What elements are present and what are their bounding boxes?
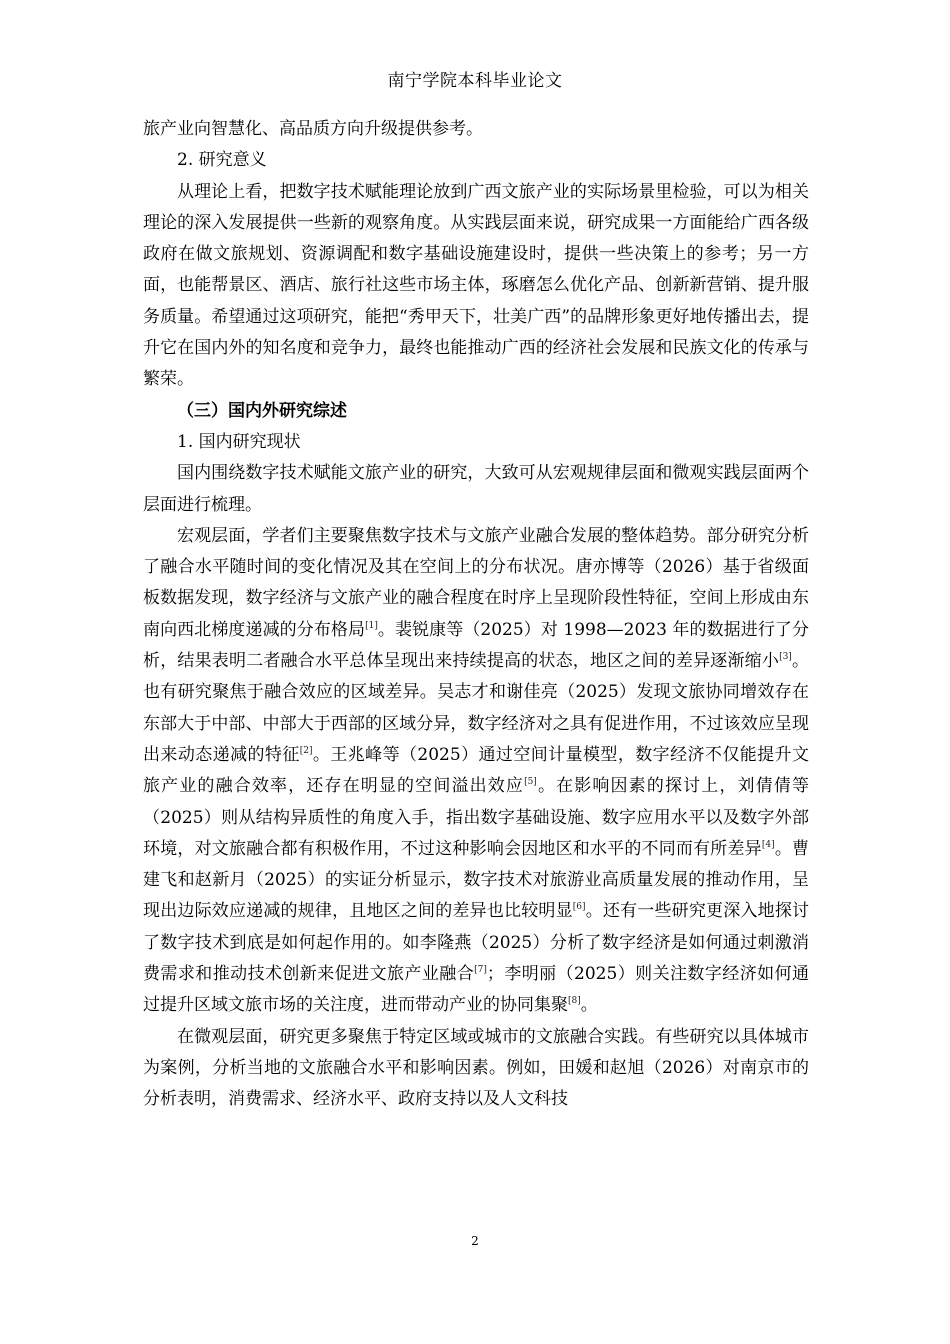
citation-ref: [4] — [761, 839, 775, 850]
subheading-research-significance: 2. 研究意义 — [177, 150, 267, 171]
citation-ref: [2] — [299, 745, 313, 756]
citation-ref: [3] — [779, 652, 792, 663]
page-header: 南宁学院本科毕业论文 — [387, 71, 563, 91]
citation-ref: [8] — [568, 996, 581, 1007]
paragraph-domestic-intro: 国内围绕数字技术赋能文旅产业的研究，大致可从宏观规律层面和微观实践层面两个层面进行梳理。 — [143, 463, 809, 515]
text-span: 。在影响因素的探讨上，刘倩倩等（2025）则从结构异质性的角度入手，指出数字基础设施、数字应用水平以及数字外部环境，对文旅融合都有积极作用，不过这种影响会因地区和水平的不同而有所差异 — [143, 776, 809, 859]
text-span: 宏观层面，学者们主要聚焦数字技术与文旅产业融合发展的整体趋势。部分研究分析了融合水平随时间的变化情况及其在空间上的分布状况。唐亦博等（2026）基于省级面板数据发现，数字经济与文旅产业的融合程度在时序上呈现阶段性特征，空间上形成由东南向西北梯度递减的分布格局 — [143, 525, 809, 640]
citation-ref: [5] — [524, 777, 537, 788]
text-span: ；李明丽（2025）则关注数字经济如何通过提升区域文旅市场的关注度，进而带动产业的协同集聚 — [143, 964, 810, 1016]
text-span: 。也有研究聚焦于融合效应的区域差异。吴志才和谢佳亮（2025）发现文旅协同增效存在东部大于中部、中部大于西部的区域分异，数字经济对之具有促进作用，不过该效应呈现出来动态递减的特征 — [143, 651, 810, 765]
section-heading-literature-review: （三）国内外研究综述 — [177, 400, 347, 421]
body-text — [143, 114, 809, 1116]
page-number: 2 — [471, 1234, 479, 1248]
paragraph-significance: 从理论上看，把数字技术赋能理论放到广西文旅产业的实际场景里检验，可以为相关理论的深入发展提供一些新的观察角度。从实践层面来说，研究成果一方面能给广西各级政府在做文旅规划、资源调配和数字基础设施建设时，提供一些决策上的参考；另一方面，也能帮景区、酒店、旅行社这些市场主体，琢磨怎么优化产品、创新新营销、提升服务质量。希望通过这项研究，能把“秀甲天下，壮美广西”的品牌形象更好地传播出去，提升它在国内外的知名度和竞争力，最终也能推动广西的经济社会发展和民族文化的传承与繁荣。 — [143, 181, 809, 390]
text-span: 。曹建飞和赵新月（2025）的实证分析显示，数字技术对旅游业高质量发展的推动作用，呈现出边际效应递减的规律，且地区之间的差异也比较明显 — [143, 838, 810, 922]
text-span: 。 — [580, 995, 598, 1016]
citation-ref: [1] — [365, 620, 378, 631]
paragraph-continuation: 旅产业向智慧化、高品质方向升级提供参考。 — [143, 119, 483, 139]
text-span: 。王兆峰等（2025）通过空间计量模型，数字经济不仅能提升文旅产业的融合效率，还存在明显的空间溢出效应 — [143, 744, 810, 797]
paragraph-macro-level — [143, 521, 809, 1022]
citation-ref: [7] — [474, 965, 487, 976]
citation-ref: [6] — [572, 902, 586, 913]
paragraph-micro-level: 在微观层面，研究更多聚焦于特定区域或城市的文旅融合实践。有些研究以具体城市为案例，分析当地的文旅融合水平和影响因素。例如，田媛和赵旭（2026）对南京市的分析表明，消费需求、经济水平、政府支持以及人文科技 — [143, 1026, 809, 1110]
subheading-domestic-research: 1. 国内研究现状 — [177, 431, 301, 452]
text-span: 。裴锐康等（2025）对 1998—2023 年的数据进行了分析，结果表明二者融合水平总体呈现出来持续提高的状态，地区之间的差异逐渐缩小 — [143, 619, 809, 672]
text-span: 。还有一些研究更深入地探讨了数字技术到底是如何起作用的。如李隆燕（2025）分析了数字经济是如何通过刺激消费需求和推动技术创新来促进文旅产业融合 — [143, 901, 810, 985]
